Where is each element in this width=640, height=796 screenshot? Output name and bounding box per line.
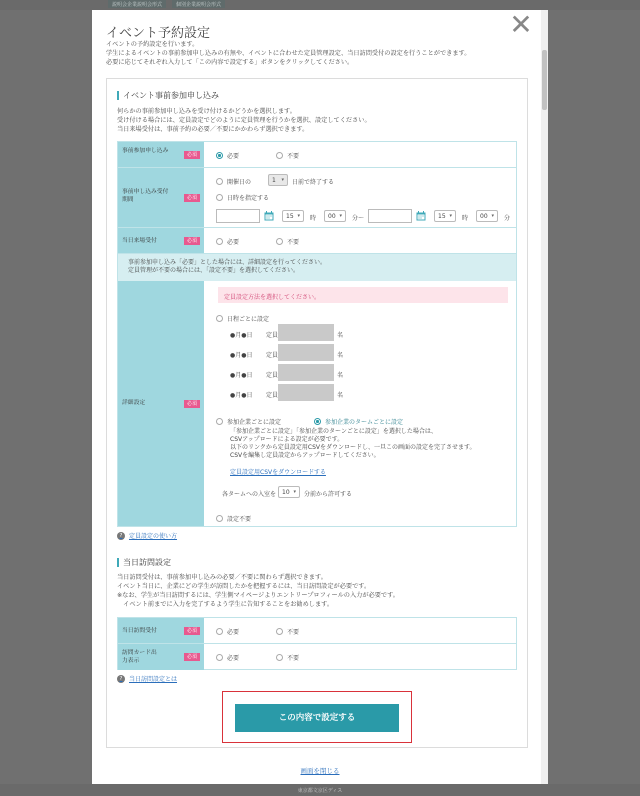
- end-hour-select[interactable]: [434, 210, 456, 222]
- term-entry-select[interactable]: [278, 486, 300, 498]
- modal-intro: [106, 40, 526, 67]
- row-header: [118, 644, 204, 670]
- capacity-unit: 名: [337, 332, 344, 339]
- desc-line: 当日訪問受付は、事前参加申し込みの必要／不要に関わらず選択できます。: [117, 574, 327, 581]
- row-content: [204, 644, 516, 670]
- capacity-label: 定員: [266, 392, 279, 399]
- radio-dot: [314, 418, 321, 425]
- radio-label: 日程ごとに設定: [227, 316, 270, 323]
- radio-specify-datetime[interactable]: [216, 193, 269, 202]
- radio-pre-not-required[interactable]: [276, 151, 299, 160]
- radio-label: 不要: [287, 655, 300, 662]
- radio-label: 必要: [227, 629, 240, 636]
- radio-by-company[interactable]: [216, 417, 281, 426]
- background-tab: 個別企業説明会形式: [172, 0, 225, 8]
- close-icon[interactable]: ✕: [509, 10, 533, 41]
- radio-label: 日時を指定する: [227, 195, 270, 202]
- intro-line: イベントの予約設定を行います。: [106, 41, 199, 48]
- radio-label: 参加企業のタームごとに設定: [325, 419, 404, 426]
- radio-label: 設定不要: [227, 516, 252, 523]
- row-content: [204, 281, 516, 526]
- help-label: 定員設定の使い方: [129, 533, 178, 540]
- pre-registration-table: [117, 141, 517, 527]
- radio-dot: [216, 194, 223, 201]
- capacity-input[interactable]: [278, 324, 334, 341]
- radio-label: 参加企業ごとに設定: [227, 419, 282, 426]
- row-same-day-visit: [118, 618, 516, 644]
- hour-unit: 時: [462, 215, 469, 222]
- same-day-visit-table: [117, 617, 517, 670]
- radio-dot: [276, 152, 283, 159]
- settings-card: [106, 78, 528, 748]
- select-value: 10: [282, 489, 290, 496]
- radio-label: 必要: [227, 239, 240, 246]
- note-line: 事前参加申し込み「必要」とした場合には、詳細設定を行ってください。: [128, 259, 327, 266]
- capacity-label: 定員: [266, 372, 279, 379]
- row-header: [118, 168, 204, 227]
- desc-line: 当日来場受付は、事前予約の必要／不要にかかわらず選択できます。: [117, 126, 309, 133]
- radio-label: 不要: [287, 629, 300, 636]
- calendar-icon[interactable]: [416, 211, 426, 221]
- visit-help-link[interactable]: [117, 674, 177, 683]
- term-entry-suffix: 分前から許可する: [304, 491, 353, 498]
- chevron-down-icon: ▾: [293, 489, 296, 495]
- row-header: [118, 281, 204, 526]
- select-value: 00: [480, 213, 488, 220]
- capacity-input[interactable]: [278, 344, 334, 361]
- capacity-unit: 名: [337, 352, 344, 359]
- minute-range-unit: 分～: [352, 215, 365, 222]
- background-footer: 東京都文京区ディス: [0, 784, 640, 796]
- start-hour-select[interactable]: [282, 210, 304, 222]
- note-line: 定員管理が不要の場合には、「設定不要」を選択してください。: [128, 267, 300, 274]
- radio-pre-required[interactable]: [216, 151, 239, 160]
- close-link-label[interactable]: 画面を閉じる: [300, 767, 340, 775]
- end-date-input[interactable]: [368, 209, 412, 223]
- desc-line: ※なお、学生が当日訪問するには、学生側マイページよりエントリープロフィールの入力が必要です。: [117, 592, 399, 599]
- row-label: 当日訪問受付: [122, 628, 157, 634]
- row-application-period: [118, 168, 516, 228]
- radio-dot: [216, 315, 223, 322]
- desc-line: CSVを編集し定員設定からアップロードしてください。: [230, 452, 380, 459]
- capacity-help-link[interactable]: [117, 531, 177, 540]
- row-detail-settings: [118, 281, 516, 526]
- help-icon: ?: [117, 675, 125, 683]
- row-visit-card: [118, 644, 516, 670]
- row-content: [204, 142, 516, 167]
- event-reservation-modal: [92, 10, 548, 792]
- background-header: [0, 0, 640, 10]
- required-badge: 必須: [184, 400, 200, 408]
- row-same-day-reception: [118, 228, 516, 254]
- radio-dot: [216, 178, 223, 185]
- end-minute-select[interactable]: [476, 210, 498, 222]
- days-before-select[interactable]: [268, 174, 288, 186]
- capacity-label: 定員: [266, 332, 279, 339]
- required-badge: 必須: [184, 194, 200, 202]
- radio-dot: [216, 238, 223, 245]
- row-label: 事前参加申し込み: [122, 148, 169, 154]
- desc-line: 何らかの事前参加申し込みを受け付けるかどうかを選択します。: [117, 108, 296, 115]
- chevron-down-icon: ▾: [281, 177, 284, 183]
- radio-dot: [276, 238, 283, 245]
- radio-label: 必要: [227, 655, 240, 662]
- radio-card-required[interactable]: [216, 653, 239, 662]
- chevron-down-icon: ▾: [449, 213, 452, 219]
- row-label: 事前申し込み受付期間: [122, 189, 169, 203]
- radio-dot: [216, 152, 223, 159]
- radio-visit-not-required[interactable]: [276, 627, 299, 636]
- select-value: 15: [438, 213, 446, 220]
- capacity-unit: 名: [337, 392, 344, 399]
- row-header: [118, 228, 204, 253]
- radio-dot: [276, 654, 283, 661]
- calendar-icon[interactable]: [264, 211, 274, 221]
- intro-line: 必要に応じてそれぞれ入力して「この内容で設定する」ボタンをクリックしてください。: [106, 59, 354, 66]
- radio-dot: [276, 628, 283, 635]
- start-minute-select[interactable]: [324, 210, 346, 222]
- schedule-date: ●月●日: [230, 372, 253, 379]
- required-badge: 必須: [184, 653, 200, 661]
- row-content: [204, 168, 516, 227]
- chevron-down-icon: ▾: [297, 213, 300, 219]
- select-value: 1: [272, 177, 276, 184]
- capacity-input[interactable]: [278, 364, 334, 381]
- chevron-down-icon: ▾: [339, 213, 342, 219]
- chevron-down-icon: ▾: [491, 213, 494, 219]
- radio-days-before[interactable]: [216, 177, 251, 186]
- radio-visit-required[interactable]: [216, 627, 239, 636]
- radio-by-schedule[interactable]: [216, 314, 269, 323]
- capacity-unit: 名: [337, 372, 344, 379]
- submit-button[interactable]: この内容で設定する: [235, 704, 399, 732]
- radio-dot: [216, 628, 223, 635]
- schedule-date: ●月●日: [230, 352, 253, 359]
- radio-no-setting[interactable]: [216, 514, 251, 523]
- schedule-date: ●月●日: [230, 332, 253, 339]
- required-badge: 必須: [184, 237, 200, 245]
- desc-line: 「参加企業ごとに設定」「参加企業のターンごとに設定」を選択した場合は、: [230, 428, 437, 435]
- capacity-input[interactable]: [278, 384, 334, 401]
- radio-label: 不要: [287, 153, 300, 160]
- desc-line: イベント当日に、企業にどの学生が訪問したかを把握するには、当日訪問設定が必要です。: [117, 583, 371, 590]
- desc-line: CSVアップロードによる設定が必要です。: [230, 436, 344, 443]
- scrollbar[interactable]: [541, 10, 548, 792]
- submit-highlight: [222, 691, 412, 743]
- capacity-label: 定員: [266, 352, 279, 359]
- section-title-pre-registration: イベント事前参加申し込み: [117, 91, 219, 100]
- detail-note: [118, 254, 516, 281]
- radio-same-day-not-required[interactable]: [276, 237, 299, 246]
- modal-title: イベント予約設定: [106, 26, 211, 41]
- row-pre-registration: [118, 142, 516, 168]
- row-content: [204, 618, 516, 643]
- radio-label: 必要: [227, 153, 240, 160]
- days-before-suffix: 日前で終了する: [292, 179, 335, 186]
- radio-label: 開催日の: [227, 179, 252, 186]
- radio-card-not-required[interactable]: [276, 653, 299, 662]
- section-desc: [117, 573, 517, 609]
- section-desc: [117, 107, 517, 134]
- select-value: 00: [328, 213, 336, 220]
- row-label: 訪問カード出力表示: [122, 650, 157, 664]
- row-header: [118, 618, 204, 643]
- desc-line: イベント前までに入力を完了するよう学生に告知することをお勧めします。: [117, 601, 334, 608]
- hour-unit: 時: [310, 215, 317, 222]
- radio-by-company-term[interactable]: [314, 417, 403, 426]
- term-entry-prefix: 各タームへの入室を: [222, 491, 277, 498]
- intro-line: 学生によるイベントの事前参加申し込みの有無や、イベントに合わせた定員管理設定、当日訪問受付の設定を行うことができます。: [106, 50, 471, 57]
- scroll-thumb[interactable]: [542, 50, 547, 110]
- row-content: [204, 228, 516, 253]
- minute-unit: 分: [504, 215, 511, 222]
- csv-download-link[interactable]: 定員設定用CSVをダウンロードする: [230, 469, 326, 476]
- radio-dot: [216, 515, 223, 522]
- background-tab: 説明会企業説明会形式: [108, 0, 166, 8]
- required-badge: 必須: [184, 627, 200, 635]
- radio-dot: [216, 418, 223, 425]
- row-label: 詳細設定: [122, 400, 146, 406]
- required-badge: 必須: [184, 151, 200, 159]
- desc-line: 受け付ける場合には、定員設定でどのように定員管理を行うかを選択、設定してください。: [117, 117, 371, 124]
- desc-line: 以下のリンクから定員設定用CSVをダウンロードし、一旦この画面の設定を完了させます。: [230, 444, 476, 451]
- radio-same-day-required[interactable]: [216, 237, 239, 246]
- csv-description: [230, 428, 530, 460]
- help-icon: ?: [117, 532, 125, 540]
- row-label: 当日来場受付: [122, 238, 157, 244]
- radio-label: 不要: [287, 239, 300, 246]
- schedule-date: ●月●日: [230, 392, 253, 399]
- start-date-input[interactable]: [216, 209, 260, 223]
- row-header: [118, 142, 204, 167]
- section-title-same-day-visit: 当日訪問設定: [117, 558, 171, 567]
- close-screen-link[interactable]: [92, 766, 548, 775]
- select-value: 15: [286, 213, 294, 220]
- warning-message: 定員設定方法を選択してください。: [218, 287, 508, 303]
- radio-dot: [216, 654, 223, 661]
- help-label: 当日訪問設定とは: [129, 676, 178, 683]
